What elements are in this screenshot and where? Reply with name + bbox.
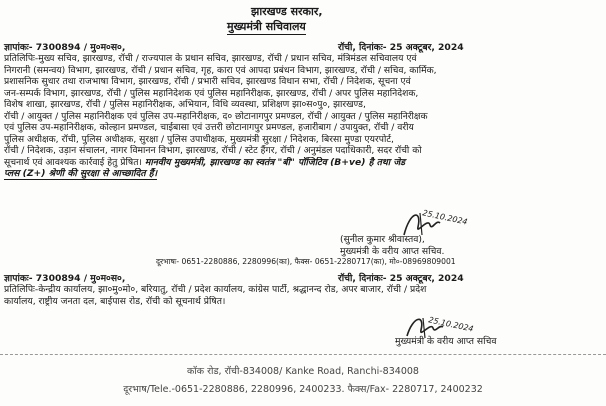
memo1-line-last	[4, 157, 602, 169]
memo2-body	[4, 284, 602, 307]
memo1-date: रॉची, दिनांकः- 25 अक्टूबर, 2024	[338, 42, 464, 53]
memo1-line: निगरानी (समन्वय) विभाग, झारखण्ड, रॉची / प्रधान सचिव, गृह, कारा एवं आपदा प्रबंधन विभाग, झारखण्ड, रॉची / सचिव, कार्मिक,	[4, 64, 437, 76]
memo1-line-prefix: सूचनार्थ एवं आवश्यक कार्रवाई हेतु प्रेषित।	[4, 156, 142, 168]
signature-2-date: 25.10.2024	[427, 315, 475, 334]
footer-address: कॉक रोड, रॉची-834008/ Kanke Road, Ranchi-834008	[187, 366, 419, 377]
memo2-signatory-title: मुख्यमंत्री के वरीय आप्त सचिव	[395, 336, 497, 347]
memo1-line: पुलिस अधीक्षक, रॉची, पुलिस अधीक्षक, सुरक्षा / पुलिस उपाधीक्षक, मुख्यमंत्री सुरक्षा / निदेशक, बिरसा मुण्डा एयरपोर्ट,	[4, 133, 394, 145]
memo1-highlight-end: प्लस (Z+) श्रेणी की सुरक्षा से आच्छादित हैं।	[4, 168, 158, 179]
memo2-line: कार्यालय, राष्ट्रीय जनता दल, बाईपास रोड, रॉची को सूचनार्थ प्रेषित।	[4, 295, 226, 307]
memo1-signatory-name: (सुनील कुमार श्रीवास्तव),	[340, 234, 425, 245]
secretariat-heading: मुख्यमंत्री सचिवालय	[227, 20, 306, 33]
memo1-line: रॉची / निदेशक, उड़ान संचालन, नागर विमानन विभाग, झारखण्ड, रॉची / स्टेट हैंगर, रॉची / अनुमंडल पदाधिकारी, सदर रॉची को	[4, 145, 422, 156]
memo1-line: प्रतिलिपिः-मुख्य सचिव, झारखण्ड, रॉची / राज्यपाल के प्रधान सचिव, झारखण्ड, रॉची / प्रधान सचिव, मंत्रिमंडल सचिवालय एवं	[4, 53, 417, 64]
footer-divider	[0, 354, 606, 355]
memo1-line: विशेष शाखा, झारखण्ड, रॉची / पुलिस महानिरीक्षक, अभियान, विधि व्यवस्था, प्रशिक्षण झा०स०पु०, झारखण्ड,	[4, 99, 366, 110]
memo1-line: जन-सम्पर्क विभाग, झारखण्ड, रॉची / पुलिस महानिदेशक एवं पुलिस महानिरीक्षक, झारखण्ड, रॉची / अपर पुलिस महानिदेशक,	[4, 87, 419, 99]
signature-1-date: 25.10.2024	[421, 208, 469, 227]
memo1-signatory-title: मुख्यमंत्री के वरीय आप्त सचिव.	[340, 246, 445, 257]
memo2-line: प्रतिलिपिः-केन्द्रीय कार्यालय, झा०मु०मो०, बरियातु, रॉची / प्रदेश कार्यालय, कांग्रेस पार्टी, श्रद्धानन्द रोड, अपर बाजार, रॉची / प्रदेश	[4, 284, 427, 295]
memo1-body	[4, 53, 602, 180]
memo1-highlight-cont	[4, 168, 602, 180]
memo1-reference: ज्ञापांकः- 7300894 / मु०म०स०,	[4, 42, 126, 53]
memo1-line: प्रशासनिक सुधार तथा राजभाषा विभाग, झारखण्ड, रॉची / प्रभारी सचिव, झारखण्ड विधान सभा, रॉची / निदेशक, सूचना एवं	[4, 76, 411, 87]
memo1-highlight: मानवीय मुख्यमंत्री, झारखण्ड का स्वतंत्र "बी" पॉजिटिव (B+ve) है तथा जेड	[144, 156, 406, 168]
footer-phone: दूरभाष/Tele.-0651-2280886, 2280996, 2400233. फैक्स/Fax- 2280717, 2400232	[123, 384, 483, 395]
memo1-line: रॉची / आयुक्त / पुलिस महानिरीक्षक एवं पुलिस उप-महानिरीक्षक, द० छोटानागपुर प्रमण्डल, रॉची / आयुक्त / पुलिस महानिरीक्षक	[4, 110, 428, 122]
government-heading: झारखण्ड सरकार,	[251, 5, 323, 18]
memo2-date: रॉची, दिनांकः- 25 अक्टूबर, 2024	[338, 273, 464, 284]
memo1-line: एवं पुलिस उप-महानिरीक्षक, कोल्हान प्रमण्डल, चाईबासा एवं उत्तरी छोटानागपुर प्रमण्डल, हजारीबाग / उपायुक्त, रॉची / वरीय	[4, 122, 414, 133]
memo2-reference: ज्ञापांकः- 7300894 / मु०म०स०,	[4, 273, 126, 284]
memo1-contact: दूरभाषः- 0651-2280886, 2280996(का), फैक्स- 0651-2280717(का), मो०-08969809001	[156, 257, 456, 266]
